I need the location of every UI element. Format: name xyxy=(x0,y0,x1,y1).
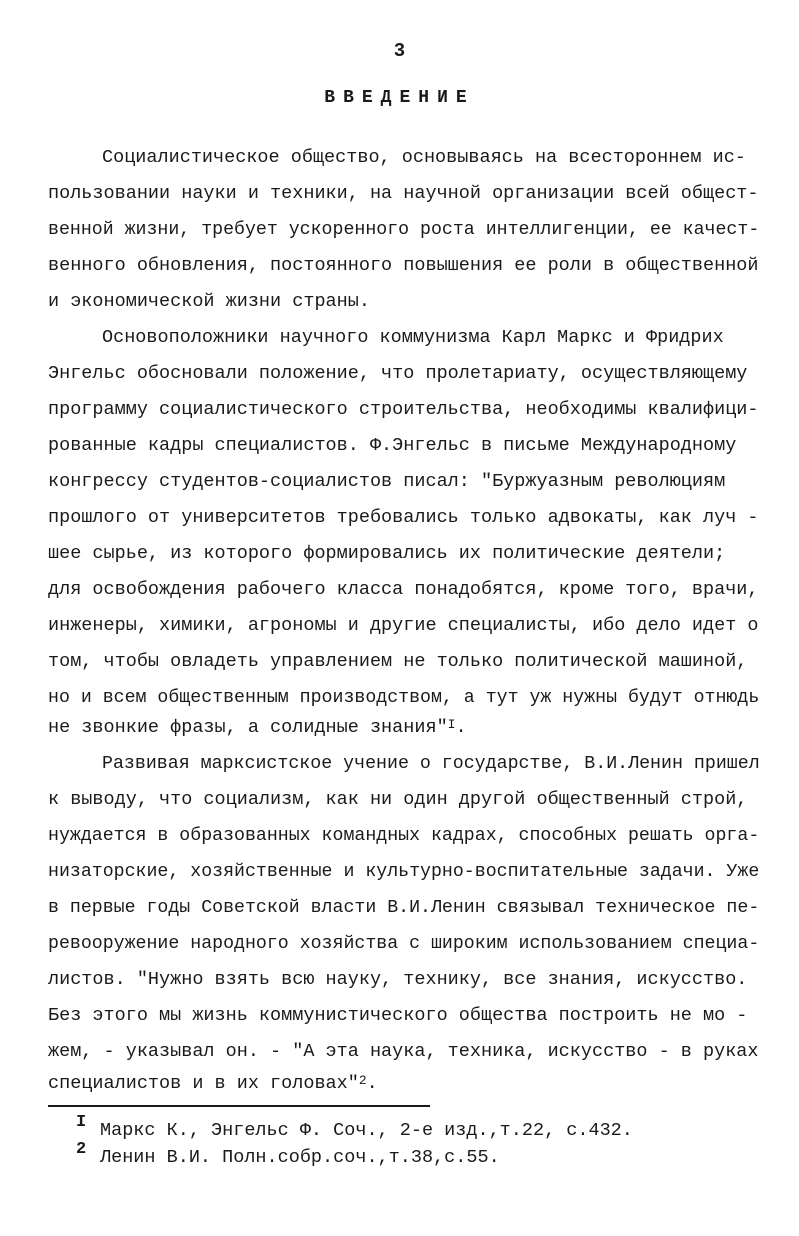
text-line: Социалистическое общество, основываясь на всестороннем ис- xyxy=(102,147,746,168)
footnote-mark: I xyxy=(76,1113,87,1132)
text-line: низаторские, хозяйственные и культурно-воспитательные задачи. Уже xyxy=(48,862,760,882)
footnote-text: Маркс К., Энгельс Ф. Соч., 2-е изд.,т.22, с.432. xyxy=(100,1120,633,1141)
text-line: венного обновления, постоянного повышения ее роли в общественной xyxy=(48,255,759,276)
text-line: Без этого мы жизнь коммунистического общества построить не мо - xyxy=(48,1005,748,1026)
text-line: прошлого от университетов требовались только адвокаты, как луч - xyxy=(48,507,759,528)
footnote-ref: I xyxy=(447,717,456,732)
text-line: пользовании науки и техники, на научной организации всей общест- xyxy=(48,183,759,204)
text-line: программу социалистического строительства, необходимы квалифици- xyxy=(48,399,759,420)
footnote-ref: 2 xyxy=(358,1073,367,1088)
text-line: нуждается в образованных командных кадрах, способных решать орга- xyxy=(48,826,760,846)
text-line: ревооружение народного хозяйства с широким использованием специа- xyxy=(48,934,760,954)
text-line: и экономической жизни страны. xyxy=(48,291,370,312)
text-line: Энгельс обосновали положение, что пролетариату, осуществляющему xyxy=(48,363,748,384)
text-line: листов. "Нужно взять всю науку, технику, все знания, искусство. xyxy=(48,969,748,990)
text-line: том, чтобы овладеть управлением не только политической машиной, xyxy=(48,651,748,672)
page-number: 3 xyxy=(393,40,406,62)
text-line: жем, - указывал он. - "А эта наука, техника, искусство - в руках xyxy=(48,1041,759,1062)
text-line: венной жизни, требует ускоренного роста интеллигенции, ее качест- xyxy=(48,220,760,240)
footnote-text: Ленин В.И. Полн.собр.соч.,т.38,с.55. xyxy=(100,1147,500,1168)
text-line: не звонкие фразы, а солидные знания" xyxy=(48,717,448,738)
text-line: к выводу, что социализм, как ни один другой общественный строй, xyxy=(48,789,748,810)
footnote-divider xyxy=(48,1105,430,1107)
text-line: конгрессу студентов-социалистов писал: "Буржуазным революциям xyxy=(48,471,726,492)
text-line: шее сырье, из которого формировались их политические деятели; xyxy=(48,543,726,564)
text-line: рованные кадры специалистов. Ф.Энгельс в письме Международному xyxy=(48,435,737,456)
line-end-period: . xyxy=(366,1073,378,1094)
text-line: Основоположники научного коммунизма Карл Маркс и Фридрих xyxy=(102,327,724,348)
text-line: но и всем общественным производством, а тут уж нужны будут отнюдь xyxy=(48,688,760,708)
text-line-with-footnote xyxy=(48,716,467,741)
text-line: в первые годы Советской власти В.И.Ленин связывал техническое пе- xyxy=(48,898,760,918)
text-line-with-footnote xyxy=(48,1072,378,1097)
text-line: Развивая марксистское учение о государстве, В.И.Ленин пришел xyxy=(102,754,760,774)
footnote-mark: 2 xyxy=(76,1140,87,1159)
text-line: инженеры, химики, агрономы и другие специалисты, ибо дело идет о xyxy=(48,615,759,636)
text-line: специалистов и в их головах" xyxy=(48,1073,359,1094)
page-title: ВВЕДЕНИЕ xyxy=(324,88,475,108)
text-line: для освобождения рабочего класса понадобятся, кроме того, врачи, xyxy=(48,579,759,600)
line-end-period: . xyxy=(455,717,467,738)
